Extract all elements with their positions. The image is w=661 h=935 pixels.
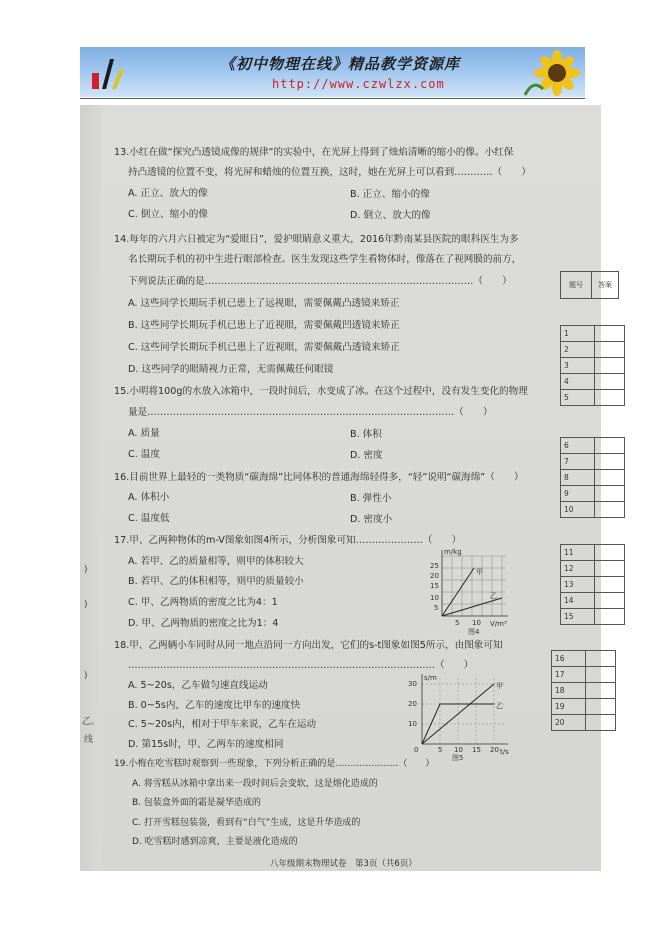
q17-option-d: D. 甲、乙两物质的密度之比为1：4 [128, 618, 279, 629]
banner-url[interactable]: http://www.czwlzx.com [272, 77, 445, 91]
q14-stem-1: 14.每年的六月六日被定为“爱眼日”，爱护眼睛意义重大，2016年黔南某县医院的眼科医生为多 [114, 234, 519, 245]
figure-5-xtick-10: 10 [454, 746, 463, 754]
figure-4-series-yi: 乙 [490, 592, 497, 600]
answer-group-1 [560, 325, 625, 406]
q15-option-d: D. 密度 [350, 450, 383, 461]
figure-4-ytick-10: 10 [430, 594, 439, 602]
figure-5-series-jia: 甲 [496, 682, 503, 690]
answer-cell[interactable] [595, 438, 625, 454]
answer-cell[interactable] [595, 561, 625, 577]
q18-stem-2: ……………………………………………………………………………………（ ） [128, 660, 474, 671]
figure-4-ylabel: m/kg [444, 548, 462, 556]
q13-stem-1: 13.小红在做“探究凸透镜成像的规律”的实验中，在光屏上得到了烛焰清晰的缩小的像。小红保 [114, 147, 514, 158]
figure-5-caption: 图5 [452, 754, 464, 762]
figure-4-ytick-15: 15 [430, 582, 439, 590]
figure-5-ylabel: s/m [424, 674, 437, 682]
answer-group-3 [560, 544, 625, 625]
logo-icon [88, 53, 132, 93]
figure-4-graph [428, 546, 514, 636]
q16-option-a: A. 体积小 [128, 492, 170, 503]
q17-option-a: A. 若甲、乙的质量相等，则甲的体积较大 [128, 556, 304, 567]
q19-option-a: A. 将雪糕从冰箱中拿出来一段时间后会变软，这是熔化造成的 [132, 779, 378, 789]
answer-cell[interactable] [595, 502, 625, 518]
answer-number-15: 15 [561, 609, 595, 625]
q14-option-a: A. 这些同学长期玩手机已患上了远视眼，需要佩戴凸透镜来矫正 [128, 298, 400, 309]
answer-group-2 [560, 437, 625, 518]
answer-number-13: 13 [561, 577, 595, 593]
q15-stem-2: 量是……………………………………………………………………………………（ ） [128, 407, 493, 418]
answer-cell[interactable] [595, 577, 625, 593]
answer-number-11: 11 [561, 545, 595, 561]
q18-option-a: A. 5~20s，乙车做匀速直线运动 [128, 680, 268, 691]
q13-option-b: B. 正立、缩小的像 [350, 189, 430, 200]
figure-4-ytick-25: 25 [430, 562, 439, 570]
figure-4-ytick-5: 5 [434, 604, 439, 612]
answer-number-18: 18 [552, 683, 586, 699]
page-footer: 八年级期末物理试卷 第3页（共6页） [270, 859, 417, 869]
figure-4-xtick-10: 10 [472, 619, 481, 627]
answer-number-5: 5 [561, 390, 595, 406]
q14-option-b: B. 这些同学长期玩手机已患上了近视眼，需要佩戴凹透镜来矫正 [128, 320, 400, 331]
q16-option-c: C. 温度低 [128, 513, 170, 524]
q15-option-c: C. 温度 [128, 449, 160, 460]
q14-stem-2: 名长期玩手机的初中生进行眼部检查。医生发现这些学生看物体时，像落在了视网膜的前方， [128, 254, 522, 265]
q15-option-a: A. 质量 [128, 428, 160, 439]
margin-mark: 乙。 [82, 717, 101, 727]
banner-title: 《初中物理在线》精品教学资源库 [220, 55, 461, 73]
answer-cell[interactable] [586, 667, 616, 683]
answer-number-20: 20 [552, 715, 586, 731]
answer-cell[interactable] [586, 651, 616, 667]
q16-option-b: B. 弹性小 [350, 493, 392, 504]
q13-option-c: C. 倒立、缩小的像 [128, 209, 208, 220]
answer-cell[interactable] [586, 699, 616, 715]
answer-cell[interactable] [586, 715, 616, 731]
answer-table-header [560, 271, 619, 299]
figure-5-ytick-30: 30 [408, 680, 417, 688]
q13-stem-2: 持凸透镜的位置不变，将光屏和蜡烛的位置互换，这时，她在光屏上可以看到…………（ ） [128, 167, 531, 178]
q14-option-d: D. 这些同学的眼睛视力正常，无需佩戴任何眼镜 [128, 364, 334, 375]
answer-number-3: 3 [561, 358, 595, 374]
answer-number-17: 17 [552, 667, 586, 683]
q17-option-b: B. 若甲、乙的体积相等，则甲的质量较小 [128, 576, 304, 587]
answer-cell[interactable] [595, 358, 625, 374]
q19-option-c: C. 打开雪糕包装袋，看到有“白气”生成，这是升华造成的 [132, 818, 361, 828]
figure-5-xlabel: t/s [500, 748, 509, 756]
banner-divider [80, 98, 585, 99]
margin-mark: ) [84, 600, 88, 610]
header-banner [80, 47, 585, 97]
figure-4-xlabel: V/m³ [490, 620, 507, 628]
sunflower-icon [523, 49, 581, 97]
answer-number-1: 1 [561, 326, 595, 342]
answer-group-4 [551, 650, 616, 731]
figure-5-ytick-10: 10 [408, 720, 417, 728]
figure-5-ytick-20: 20 [408, 700, 417, 708]
q16-stem-1: 16.目前世界上最轻的一类物质“碳海绵”比同体积的普通海绵轻得多，“轻”说明“碳海绵”（ ） [114, 472, 524, 483]
answer-cell[interactable] [595, 545, 625, 561]
answer-number-2: 2 [561, 342, 595, 358]
answer-cell[interactable] [595, 593, 625, 609]
q13-option-d: D. 倒立、放大的像 [350, 210, 431, 221]
figure-4-caption: 图4 [468, 628, 480, 636]
answer-number-12: 12 [561, 561, 595, 577]
q19-option-d: D. 吃雪糕时感到凉爽，主要是液化造成的 [132, 837, 298, 847]
margin-mark: ) [84, 565, 88, 575]
paper-edge [80, 105, 102, 871]
q18-option-d: D. 第15s时，甲、乙两车的速度相同 [128, 739, 284, 750]
answer-number-10: 10 [561, 502, 595, 518]
q15-option-b: B. 体积 [350, 429, 382, 440]
q19-stem-1: 19.小梅在吃雪糕时观察到一些现象，下列分析正确的是…………………（ ） [114, 759, 435, 769]
answer-cell[interactable] [595, 454, 625, 470]
answer-cell[interactable] [595, 342, 625, 358]
figure-5-series-yi: 乙 [496, 702, 503, 710]
q14-stem-3: 下列说法正确的是…………………………………………………………………………（ ） [128, 276, 512, 287]
figure-5-graph [404, 670, 512, 762]
q17-option-c: C. 甲、乙两物质的密度之比为4：1 [128, 597, 278, 608]
q18-option-b: B. 0~5s内，乙车的速度比甲车的速度快 [128, 700, 301, 711]
answer-number-19: 19 [552, 699, 586, 715]
q17-stem-1: 17.甲、乙两种物体的m-V图象如图4所示，分析图象可知…………………（ ） [114, 535, 462, 546]
q14-option-c: C. 这些同学长期玩手机已患上了近视眼，需要佩戴凸透镜来矫正 [128, 342, 400, 353]
answer-cell[interactable] [595, 486, 625, 502]
q18-option-c: C. 5~20s内，相对于甲车来说，乙车在运动 [128, 719, 317, 730]
answer-cell[interactable] [595, 326, 625, 342]
figure-5-xtick-20: 20 [490, 746, 499, 754]
figure-5-xtick-5: 5 [438, 746, 443, 754]
answer-cell[interactable] [595, 470, 625, 486]
q13-option-a: A. 正立、放大的像 [128, 188, 208, 199]
answer-number-16: 16 [552, 651, 586, 667]
figure-4-series-jia: 甲 [476, 568, 483, 576]
answer-number-14: 14 [561, 593, 595, 609]
answer-header-answer: 答案 [592, 272, 619, 299]
answer-cell[interactable] [595, 390, 625, 406]
answer-number-9: 9 [561, 486, 595, 502]
answer-number-6: 6 [561, 438, 595, 454]
answer-cell[interactable] [595, 609, 625, 625]
q16-option-d: D. 密度小 [350, 514, 393, 525]
answer-number-7: 7 [561, 454, 595, 470]
figure-4-xtick-5: 5 [455, 619, 460, 627]
q15-stem-1: 15.小明将100g的水放入冰箱中，一段时间后，水变成了冰。在这个过程中，没有发生变化的物理 [114, 386, 528, 397]
answer-number-8: 8 [561, 470, 595, 486]
margin-mark: ) [84, 671, 88, 681]
margin-mark: 线 [84, 735, 94, 745]
figure-4-ytick-20: 20 [430, 572, 439, 580]
q18-stem-1: 18.甲、乙两辆小车同时从同一地点沿同一方向出发，它们的s-t图象如图5所示，由图象可知 [114, 640, 503, 651]
answer-cell[interactable] [586, 683, 616, 699]
figure-5-xtick-15: 15 [472, 746, 481, 754]
answer-cell[interactable] [595, 374, 625, 390]
figure-5-ytick-0: 0 [414, 746, 419, 754]
answer-header-number: 题号 [561, 272, 592, 299]
answer-number-4: 4 [561, 374, 595, 390]
q19-option-b: B. 包装盒外面的霜是凝华造成的 [132, 798, 261, 808]
